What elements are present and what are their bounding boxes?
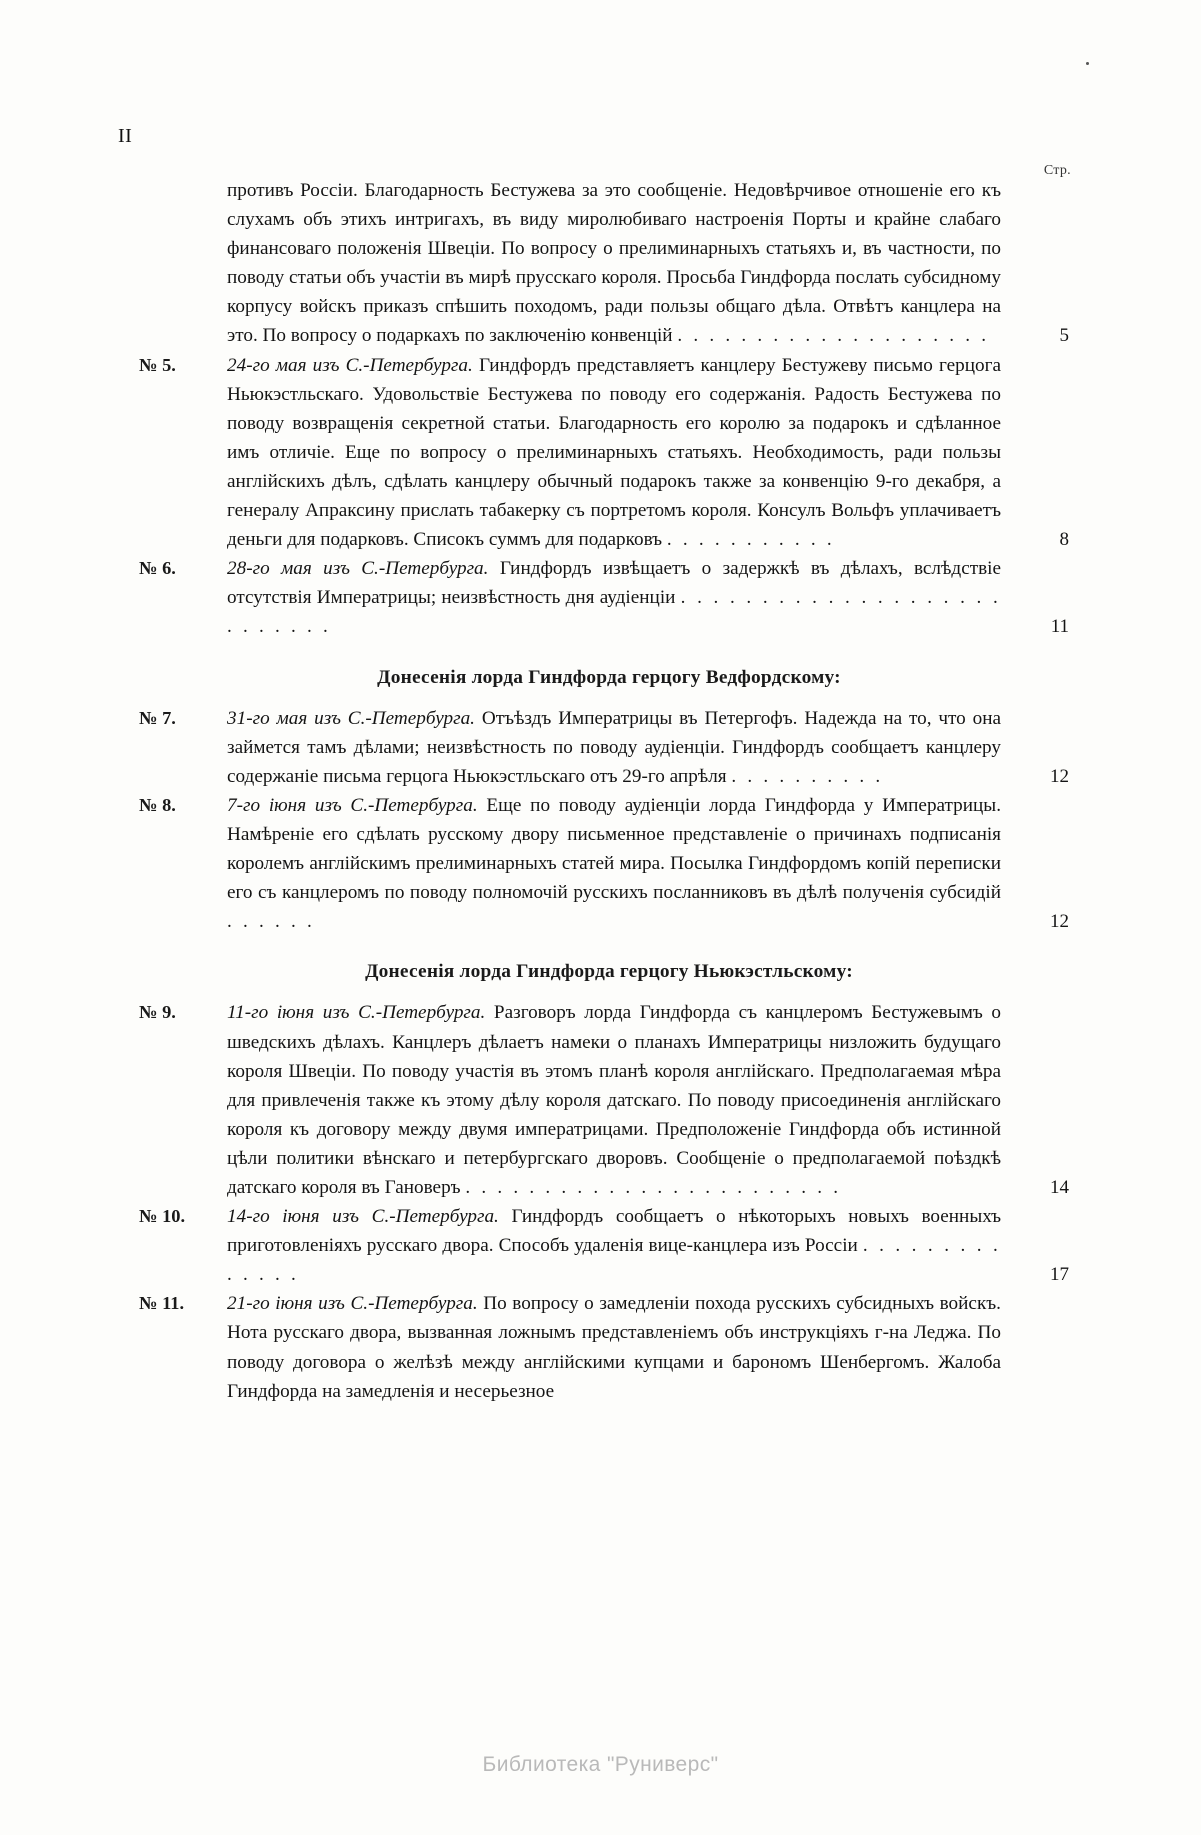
toc-entry xyxy=(139,176,1069,351)
toc-page-number: 12 xyxy=(1050,911,1069,933)
section-heading-bedford: Донесенія лорда Гиндфорда герцогу Ведфордскому: xyxy=(377,666,841,688)
toc-page-number: 12 xyxy=(1050,765,1069,787)
toc-entry-body: Еще по поводу аудіенціи лорда Гиндфорда у Императрицы. Намѣреніе его сдѣлать русскому двору письменное представленіе о причинахъ подписанія королемъ англійскимъ прелиминарныхъ статей мира. Посылка Гиндфордомъ копій переписки его съ канцлеромъ по поводу полномочій русскихъ посланниковъ въ дѣлѣ полученія субсидій xyxy=(227,794,1001,904)
toc-leader-dots: . . . . . . . . . . . . . . . . . . . . . . . . xyxy=(465,1177,842,1198)
toc-page-number: 14 xyxy=(1050,1177,1069,1198)
toc-entry xyxy=(139,351,1069,555)
toc-page-number: 11 xyxy=(1050,616,1069,638)
section-heading-newcastle: Донесенія лорда Гиндфорда герцогу Ньюкэстльскому: xyxy=(365,961,853,983)
toc-entry-body: противъ Россіи. Благодарность Бестужева за это сообщеніе. Недовѣрчивое отношеніе его къ слухамъ объ этихъ интригахъ, въ виду миролюбиваго настроенія Порты и крайне слабаго финансоваго положенія Швеціи. По вопросу о прелиминарныхъ статьяхъ и, въ частности, по поводу статьи объ участіи въ мирѣ прусскаго короля. Просьба Гиндфорда послать субсидному корпусу войскъ приказъ спѣшить походомъ, ради пользы общаго дѣла. Отвѣтъ канцлера на это. По вопросу о подаркахъ по заключенію конвенцій xyxy=(227,180,1001,347)
toc-entry-source: 14-го іюня изъ С.-Петербурга. xyxy=(227,1206,499,1228)
toc-entry-text xyxy=(139,351,1069,555)
toc-entry-body: Отъѣздъ Императрицы въ Петергофъ. Надежда на то, что она займется тамъ дѣлами; неизвѣстность по поводу аудіенціи. Гиндфордъ сообщаетъ канцлеру содержаніе письма герцога Ньюкэстльскаго отъ 29-го апрѣля xyxy=(227,707,1002,787)
toc-entry-text xyxy=(139,998,1069,1202)
toc-entry-text xyxy=(139,176,1069,351)
toc-leader-dots: . . . . . . . . . . . xyxy=(666,529,835,551)
toc-entry-text xyxy=(139,791,1069,936)
toc-entry xyxy=(139,1289,1069,1405)
toc-entry-label: № 9. xyxy=(139,1002,176,1023)
toc-entry-label: № 11. xyxy=(139,1293,185,1314)
toc-entry-body: Разговоръ лорда Гиндфорда съ канцлеромъ Бестужевымъ о шведскихъ дѣлахъ. Канцлеръ дѣлаетъ намеки о планахъ Императрицы низложить будущаго короля Швеціи. По поводу участія въ этомъ планѣ короля англійскаго. Предполагаемая мѣра для привлеченія также къ этому дѣлу короля датскаго. По поводу присоединенія англійскаго короля къ договору между двумя императрицами. Предположеніе Гиндфорда объ истинной цѣли политики вѣнскаго и петербургскаго дворовъ. Сообщеніе о предполагаемой поѣздкѣ датскаго короля въ Гановеръ xyxy=(227,1002,1002,1198)
toc-entry-text xyxy=(139,1202,1069,1289)
toc-entry-label: № 6. xyxy=(139,558,176,579)
toc-entry-label: № 7. xyxy=(139,707,176,728)
toc-entry-body: Гиндфордъ извѣщаетъ о задержкѣ въ дѣлахъ, вслѣдствіе отсутствія Императрицы; неизвѣстность дня аудіенціи xyxy=(227,558,1001,609)
toc-entry xyxy=(139,1202,1069,1289)
toc-entry-source: 11-го іюня изъ С.-Петербурга. xyxy=(227,1002,486,1024)
toc-entry xyxy=(139,704,1069,791)
toc-entry xyxy=(139,554,1069,641)
toc-page-number: 17 xyxy=(1050,1264,1069,1286)
page-speck xyxy=(1086,62,1089,65)
toc-entry-label: № 10. xyxy=(139,1206,186,1227)
toc-entry-text xyxy=(139,1289,1069,1405)
toc-leader-dots: . . . . . . . . . . xyxy=(731,765,884,787)
toc-entry-source: 7-го іюня изъ С.-Петербурга. xyxy=(227,794,478,816)
toc-page-number: 8 xyxy=(1059,529,1069,551)
toc-leader-dots: . . . . . . . . . . . . . . . . . . . . . . . . . . . xyxy=(227,587,1001,638)
toc-entry-source: 24-го мая изъ С.-Петербурга. xyxy=(227,354,473,376)
toc-entry xyxy=(139,998,1069,1202)
toc-entry-body: Гиндфордъ представляетъ канцлеру Бестужеву письмо герцога Ньюкэстльскаго. Удовольствіе Бестужева по поводу его содержанія. Радость Бестужева по поводу возвращенія секретной статьи. Благодарность его королю за подарокъ и сдѣланное имъ отличіе. Еще по вопросу о прелиминарныхъ статьяхъ. Необходимость, ради пользы англійскихъ дѣлъ, сдѣлать канцлеру обычный подарокъ также за конвенцію 9-го декабря, а генералу Апраксину прислать табакерку съ портретомъ короля. Консулъ Вольфъ уплачиваетъ деньги для подарковъ. Списокъ суммъ для подарковъ xyxy=(227,354,1002,551)
page-column-header: Стр. xyxy=(1043,163,1071,178)
toc-leader-dots: . . . . . . xyxy=(227,911,315,933)
toc-entry-text xyxy=(139,704,1069,791)
toc-entry xyxy=(139,791,1069,936)
table-of-contents xyxy=(139,176,1069,1406)
folio-number: II xyxy=(118,125,133,147)
toc-leader-dots: . . . . . . . . . . . . . . xyxy=(227,1235,1001,1286)
library-watermark: Библиотека "Руниверс" xyxy=(482,1753,719,1776)
toc-entry-body: По вопросу о замедленіи похода русскихъ субсидныхъ войскъ. Нота русскаго двора, вызванная ложнымъ представленіемъ объ инструкціяхъ г-на Леджа. По поводу договора о желѣзѣ между англійскими купцами и барономъ Шенбергомъ. Жалоба Гиндфорда на замедленія и несерьезное xyxy=(227,1293,1001,1402)
toc-entry-source: 31-го мая изъ С.-Петербурга. xyxy=(227,707,475,729)
toc-entry-label: № 8. xyxy=(139,794,176,815)
toc-page-number: 5 xyxy=(1059,325,1069,347)
toc-entry-source: 28-го мая изъ С.-Петербурга. xyxy=(227,558,489,580)
toc-entry-body: Гиндфордъ сообщаетъ о нѣкоторыхъ новыхъ военныхъ приготовленіяхъ русскаго двора. Способъ удаленія вице-канцлера изъ Россіи xyxy=(227,1206,1001,1257)
toc-leader-dots: . . . . . . . . . . . . . . . . . . . . xyxy=(677,325,990,347)
toc-entry-source: 21-го іюня изъ С.-Петербурга. xyxy=(227,1293,478,1315)
toc-entry-text xyxy=(139,554,1069,641)
toc-entry-label: № 5. xyxy=(139,354,176,375)
